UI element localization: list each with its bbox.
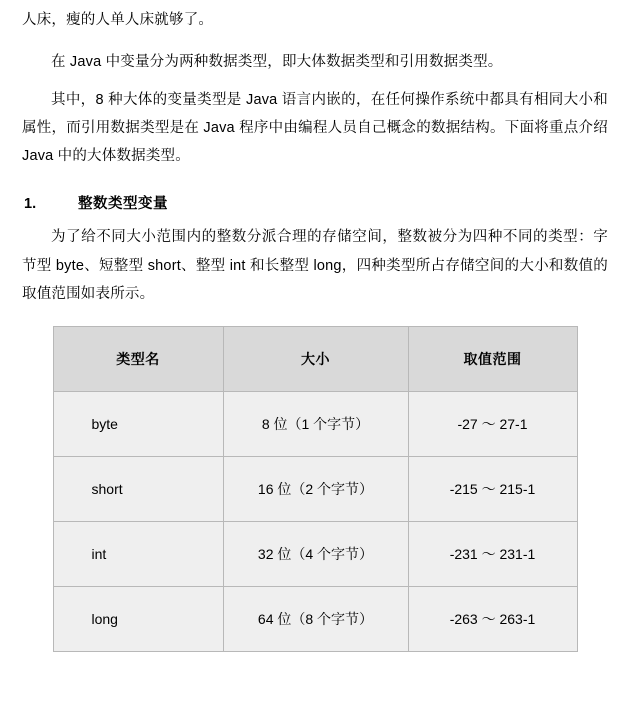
table-cell-range: -263 ～ 263-1: [408, 587, 577, 652]
table-cell-size: 16 位（2 个字节）: [223, 457, 408, 522]
paragraph-3: 其中，8 种大体的变量类型是 Java 语言内嵌的，在任何操作系统中都具有相同大小和属性，而引用数据类型是在 Java 程序中由编程人员自己概念的数据结构。下面将重点介绍 Java 中的大体数据类型。: [22, 91, 608, 165]
table-body: [53, 392, 577, 652]
table-cell-type-name: byte: [53, 392, 223, 457]
table-cell-type-name: short: [53, 457, 223, 522]
document-page: [0, 6, 630, 705]
table-header-cell-range: 取值范围: [408, 327, 577, 392]
paragraph-1: 人床，瘦的人单人床就够了。: [22, 12, 214, 28]
section-heading-text: 整数类型变量: [78, 196, 168, 213]
table-cell-type-name: long: [53, 587, 223, 652]
table-header-cell-size: 大小: [223, 327, 408, 392]
table-header-row: [53, 327, 577, 392]
section-heading: [22, 192, 608, 213]
table-row: [53, 587, 577, 652]
paragraph-2: 在 Java 中变量分为两种数据类型，即大体数据类型和引用数据类型。: [51, 54, 503, 71]
table-row: [53, 522, 577, 587]
paragraph-4: 为了给不同大小范围内的整数分派合理的存储空间，整数被分为四种不同的类型：字节型 byte、短整型 short、整型 int 和长整型 long，四种类型所占存储空间的大小和数值的取值范围如表所示。: [22, 229, 608, 302]
integer-types-table: [53, 326, 578, 652]
table-row: [53, 457, 577, 522]
table-cell-range: -215 ～ 215-1: [408, 457, 577, 522]
table-cell-size: 8 位（1 个字节）: [223, 392, 408, 457]
table-cell-range: -231 ～ 231-1: [408, 522, 577, 587]
section-heading-number: 1.: [24, 196, 37, 213]
table-cell-range: -27 ～ 27-1: [408, 392, 577, 457]
table-row: [53, 392, 577, 457]
table-cell-size: 64 位（8 个字节）: [223, 587, 408, 652]
table-header: [53, 327, 577, 392]
table-header-cell-type-name: 类型名: [53, 327, 223, 392]
table-cell-size: 32 位（4 个字节）: [223, 522, 408, 587]
table-cell-type-name: int: [53, 522, 223, 587]
